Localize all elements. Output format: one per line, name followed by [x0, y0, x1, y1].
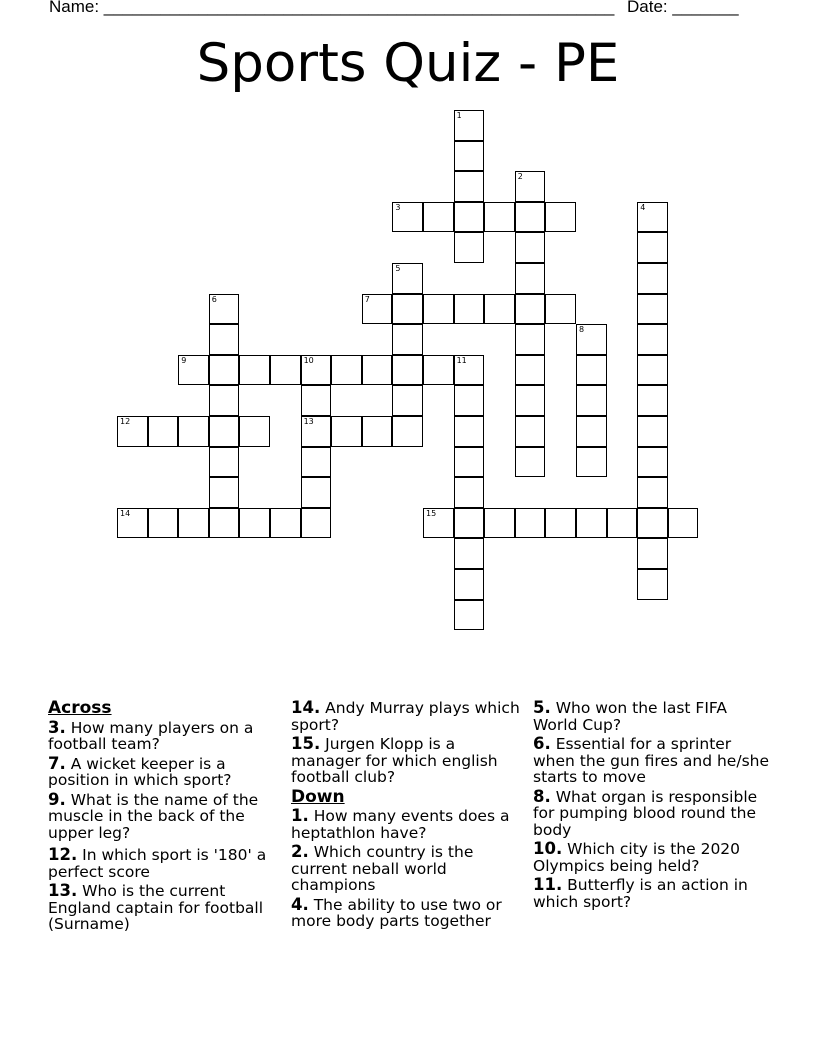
grid-cell[interactable] [239, 355, 270, 386]
grid-cell[interactable] [515, 447, 546, 478]
grid-cell[interactable] [392, 294, 423, 325]
grid-cell[interactable] [637, 324, 668, 355]
clue-number-label: 5 [395, 264, 401, 273]
grid-cell[interactable] [270, 508, 301, 539]
grid-cell[interactable] [576, 385, 607, 416]
grid-cell[interactable] [637, 263, 668, 294]
grid-cell[interactable] [637, 385, 668, 416]
grid-cell[interactable] [209, 294, 240, 325]
grid-cell[interactable] [301, 477, 332, 508]
grid-cell[interactable] [423, 508, 454, 539]
grid-cell[interactable] [515, 324, 546, 355]
grid-cell[interactable] [362, 294, 393, 325]
grid-cell[interactable] [637, 294, 668, 325]
grid-cell[interactable] [454, 600, 485, 631]
clue-number-label: 11 [456, 355, 467, 365]
grid-cell[interactable] [209, 355, 240, 386]
down-clue-8: 8. What organ is responsible for pumping blood round the body [533, 786, 758, 839]
grid-cell[interactable] [117, 508, 148, 539]
clue-number-label: 12 [120, 417, 131, 426]
grid-cell[interactable] [454, 355, 485, 386]
grid-cell[interactable] [301, 385, 332, 416]
grid-cell[interactable] [454, 294, 485, 325]
grid-cell[interactable] [331, 355, 362, 386]
grid-cell[interactable] [637, 508, 668, 539]
grid-cell[interactable] [301, 447, 332, 478]
down-clue-11: 11. Butterfly is an action in which sport? [533, 875, 748, 911]
grid-cell[interactable] [454, 447, 485, 478]
grid-cell[interactable] [637, 477, 668, 508]
clue-column-2 [291, 700, 527, 933]
grid-cell[interactable] [392, 385, 423, 416]
grid-cell[interactable] [637, 416, 668, 447]
grid-cell[interactable] [668, 508, 699, 539]
grid-cell[interactable] [637, 538, 668, 569]
grid-cell[interactable] [392, 263, 423, 294]
clue-column-1 [48, 700, 280, 936]
grid-cell[interactable] [576, 355, 607, 386]
grid-cell[interactable] [392, 202, 423, 233]
grid-cell[interactable] [362, 355, 393, 386]
grid-cell[interactable] [637, 355, 668, 386]
across-clue-12: 12. In which sport is '180' a perfect score [48, 845, 267, 881]
date-field-label: Date: _______ [627, 0, 739, 16]
clue-number-label: 3 [395, 202, 401, 212]
grid-cell[interactable] [545, 294, 576, 325]
down-clue-4: 4. The ability to use two or more body parts together [291, 894, 502, 930]
across-clue-13: 13. Who is the current England captain for football (Surname) [48, 881, 264, 933]
grid-cell[interactable] [454, 232, 485, 263]
grid-cell[interactable] [454, 538, 485, 569]
grid-cell[interactable] [148, 416, 179, 447]
grid-cell[interactable] [454, 202, 485, 233]
down-clue-1: 1. How many events does a heptathlon have? [291, 806, 510, 842]
grid-cell[interactable] [545, 202, 576, 233]
grid-cell[interactable] [545, 508, 576, 539]
clue-number-label: 7 [364, 294, 370, 304]
grid-cell[interactable] [178, 416, 209, 447]
clue-number-label: 8 [579, 325, 585, 335]
grid-cell[interactable] [515, 171, 546, 202]
grid-cell[interactable] [454, 416, 485, 447]
grid-cell[interactable] [454, 508, 485, 539]
grid-cell[interactable] [576, 508, 607, 539]
grid-cell[interactable] [392, 416, 423, 447]
clue-column-3 [533, 700, 773, 913]
clue-number-label: 1 [456, 111, 462, 120]
grid-cell[interactable] [209, 477, 240, 508]
grid-cell[interactable] [515, 263, 546, 294]
grid-cell[interactable] [454, 171, 485, 202]
grid-cell[interactable] [576, 416, 607, 447]
grid-cell[interactable] [454, 110, 485, 141]
grid-cell[interactable] [392, 355, 423, 386]
across-heading: Across [48, 698, 112, 718]
grid-cell[interactable] [484, 202, 515, 233]
down-heading: Down [291, 786, 345, 807]
grid-cell[interactable] [607, 508, 638, 539]
page-title: Sports Quiz - PE [196, 33, 620, 94]
grid-cell[interactable] [117, 416, 148, 447]
grid-cell[interactable] [209, 385, 240, 416]
grid-cell[interactable] [484, 508, 515, 539]
clue-number-label: 14 [120, 508, 131, 518]
across-clue-15: 15. Jurgen Klopp is a manager for which english football club? [291, 734, 498, 786]
grid-cell[interactable] [423, 202, 454, 233]
down-clue-6: 6. Essential for a sprinter when the gun fires and he/she starts to move [533, 734, 770, 786]
down-clue-5: 5. Who won the last FIFA World Cup? [533, 698, 727, 734]
grid-cell[interactable] [454, 385, 485, 416]
grid-cell[interactable] [301, 508, 332, 539]
grid-cell[interactable] [637, 569, 668, 600]
grid-cell[interactable] [392, 324, 423, 355]
grid-cell[interactable] [515, 202, 546, 233]
grid-cell[interactable] [454, 141, 485, 172]
clue-number-label: 13 [303, 417, 314, 426]
grid-cell[interactable] [423, 294, 454, 325]
grid-cell[interactable] [637, 447, 668, 478]
grid-cell[interactable] [239, 416, 270, 447]
grid-cell[interactable] [637, 202, 668, 233]
grid-cell[interactable] [209, 416, 240, 447]
name-field-label: Name: ______________________________________________________ [49, 0, 615, 16]
grid-cell[interactable] [515, 355, 546, 386]
grid-cell[interactable] [239, 508, 270, 539]
grid-cell[interactable] [423, 355, 454, 386]
across-clue-14: 14. Andy Murray plays which sport? [291, 698, 520, 734]
grid-cell[interactable] [270, 355, 301, 386]
clue-number-label: 15 [426, 508, 437, 518]
grid-cell[interactable] [301, 355, 332, 386]
grid-cell[interactable] [148, 508, 179, 539]
grid-cell[interactable] [515, 385, 546, 416]
grid-cell[interactable] [454, 477, 485, 508]
grid-cell[interactable] [209, 508, 240, 539]
clue-number-label: 9 [181, 355, 187, 365]
clue-number-label: 6 [211, 294, 217, 304]
grid-cell[interactable] [331, 416, 362, 447]
grid-cell[interactable] [515, 294, 546, 325]
grid-cell[interactable] [515, 508, 546, 539]
across-clue-3: 3. How many players on a football team? [48, 717, 254, 753]
grid-cell[interactable] [515, 416, 546, 447]
grid-cell[interactable] [362, 416, 393, 447]
down-clue-10: 10. Which city is the 2020 Olympics being held? [533, 839, 741, 875]
grid-cell[interactable] [576, 447, 607, 478]
grid-cell[interactable] [515, 232, 546, 263]
across-clue-9: 9. What is the name of the muscle in the back of the upper leg? [48, 789, 259, 842]
grid-cell[interactable] [454, 569, 485, 600]
grid-cell[interactable] [178, 355, 209, 386]
grid-cell[interactable] [209, 324, 240, 355]
down-clue-2: 2. Which country is the current neball world champions [291, 842, 474, 894]
grid-cell[interactable] [484, 294, 515, 325]
clue-number-label: 4 [640, 202, 646, 212]
clue-number-label: 10 [303, 355, 314, 365]
grid-cell[interactable] [178, 508, 209, 539]
grid-cell[interactable] [576, 324, 607, 355]
across-clue-7: 7. A wicket keeper is a position in which sport? [48, 753, 232, 789]
clue-number-label: 2 [517, 172, 523, 182]
grid-cell[interactable] [637, 232, 668, 263]
grid-cell[interactable] [301, 416, 332, 447]
grid-cell[interactable] [209, 447, 240, 478]
